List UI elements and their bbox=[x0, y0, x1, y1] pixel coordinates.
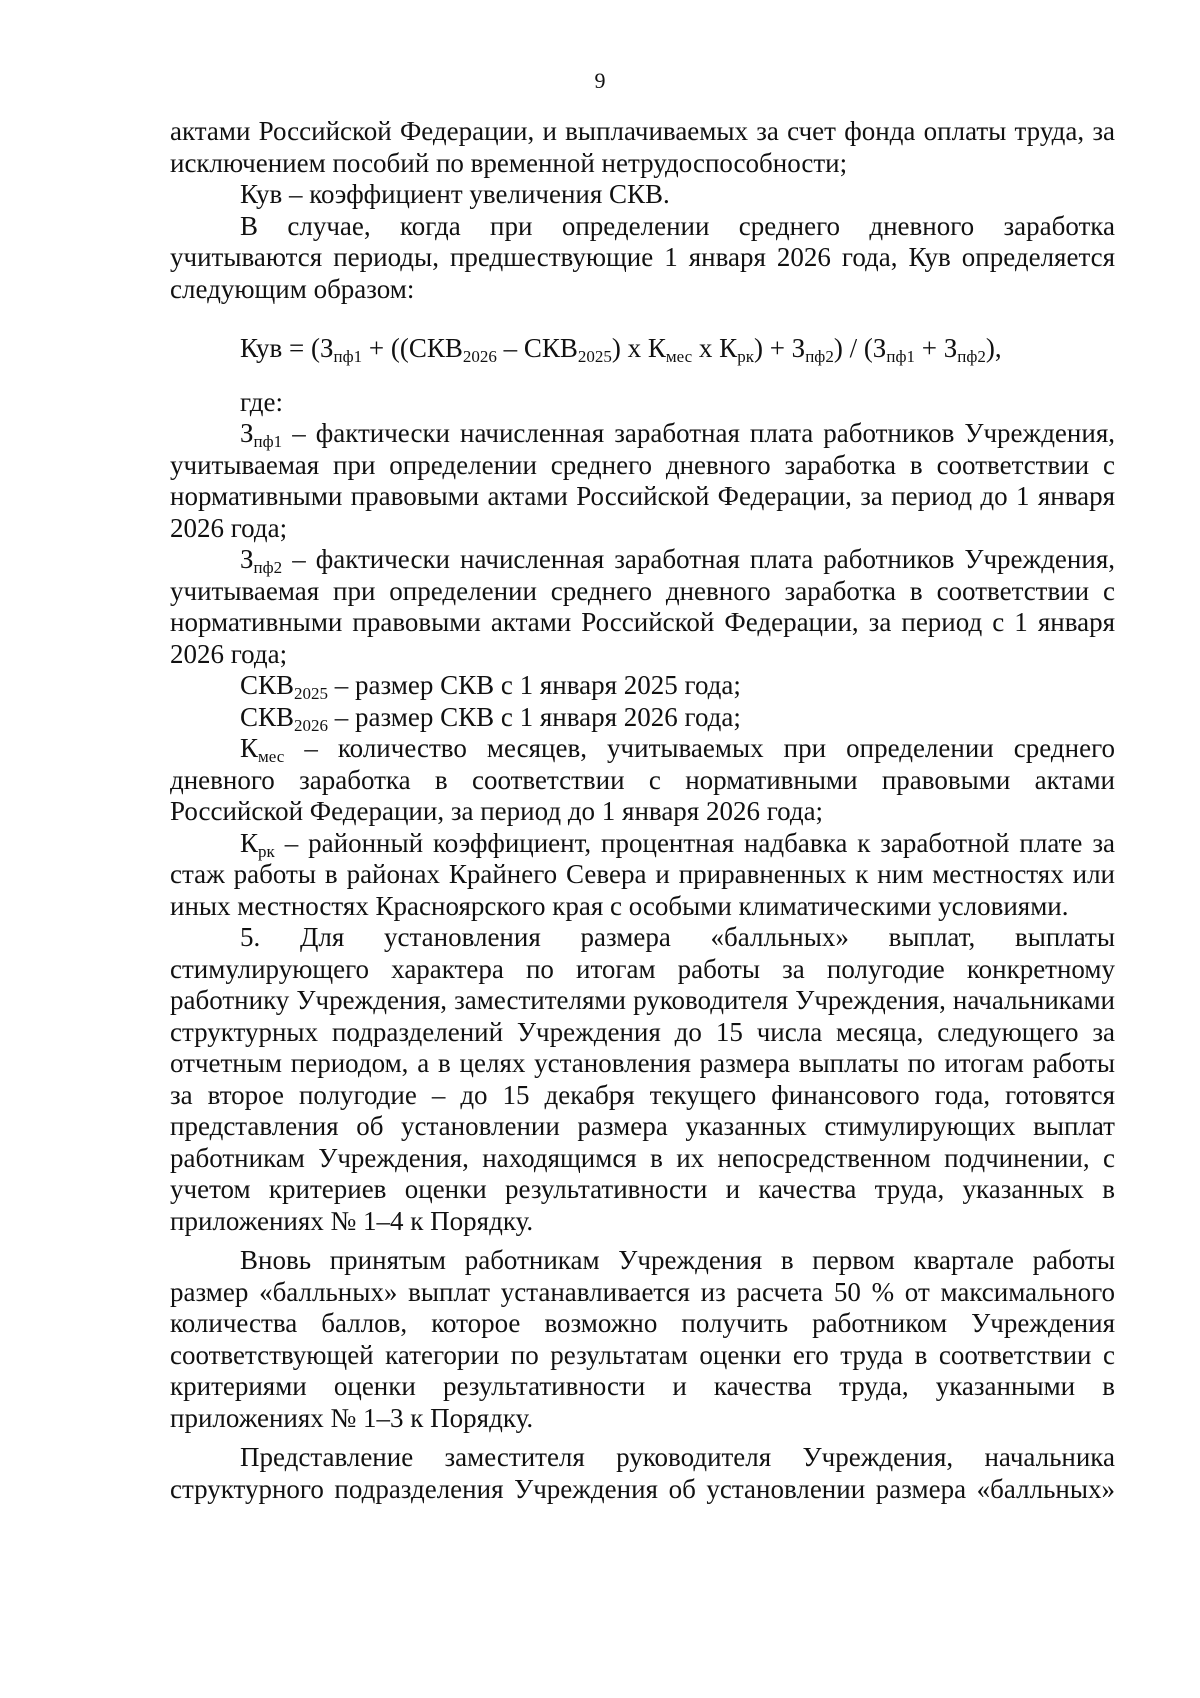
formula-subscript: пф1 bbox=[886, 347, 915, 366]
formula-part: х К bbox=[692, 333, 738, 363]
symbol: З bbox=[240, 544, 254, 574]
definition-z-pf2 bbox=[170, 544, 1115, 670]
symbol-subscript: 2025 bbox=[294, 684, 329, 703]
formula-part: – СКВ bbox=[496, 333, 578, 363]
paragraph-intro: актами Российской Федерации, и выплачиваемых за счет фонда оплаты труда, за исключением пособий по временной нетрудоспособности; bbox=[170, 116, 1115, 178]
formula-subscript: мес bbox=[665, 347, 693, 366]
symbol-subscript: пф1 bbox=[253, 432, 283, 451]
symbol: СКВ bbox=[240, 701, 295, 732]
definition-text: – размер СКВ с 1 января 2025 года; bbox=[328, 670, 741, 700]
formula-part: + З bbox=[914, 333, 958, 363]
paragraph-where: где: bbox=[240, 386, 283, 417]
definition-skv-2026 bbox=[170, 702, 1115, 734]
symbol: СКВ bbox=[240, 670, 295, 700]
formula-part: ) х К bbox=[611, 333, 666, 363]
symbol-subscript: пф2 bbox=[253, 558, 283, 577]
formula-kuv bbox=[170, 333, 1115, 365]
symbol-subscript: 2026 bbox=[294, 715, 329, 735]
definition-text: – фактически начисленная заработная плата работников Учреждения, учитываемая при определении среднего дневного заработка в соответствии с нормативными правовыми актами Российской Федерации, за период до 1 января 2026 года; bbox=[170, 418, 1115, 543]
definition-text: – районный коэффициент, процентная надбавка к заработной плате за стаж работы в районах Крайнего Севера и приравненных к ним местностях или иных местностях Красноярского края с особыми климатическими условиями. bbox=[170, 827, 1115, 921]
formula-part: ) / (З bbox=[833, 333, 887, 363]
paragraph-new-employees: Вновь принятым работникам Учреждения в первом квартале работы размер «балльных» выплат устанавливается из расчета 50 % от максимального количества баллов, которое возможно получить работником Учреждения соответствующей категории по результатам оценки его труда в соответствии с критериями оценки результативности и качества труда, указанными в приложениях № 1–3 к Порядку. bbox=[170, 1245, 1115, 1433]
formula-subscript: пф2 bbox=[957, 347, 986, 366]
paragraph-kuv-definition: Кув – коэффициент увеличения СКВ. bbox=[240, 179, 670, 209]
symbol-subscript: рк bbox=[258, 841, 275, 861]
symbol: К bbox=[240, 733, 259, 763]
formula-subscript: рк bbox=[737, 347, 754, 366]
definition-text: – размер СКВ с 1 января 2026 года; bbox=[328, 701, 741, 732]
formula-subscript: пф1 bbox=[333, 347, 363, 366]
paragraph-item-5: 5. Для установления размера «балльных» выплат, выплаты стимулирующего характера по итогам работы за полугодие конкретному работнику Учреждения, заместителями руководителя Учреждения, начальниками структурных подразделений Учреждения до 15 числа месяца, следующего за отчетным периодом, а в целях установления размера выплаты по итогам работы за второе полугодие – до 15 декабря текущего финансового года, готовятся представления об установлении размера указанных стимулирующих выплат работникам Учреждения, находящимся в их непосредственном подчинении, с учетом критериев оценки результативности и качества труда, указанных в приложениях № 1–4 к Порядку. bbox=[170, 922, 1115, 1236]
formula-subscript: 2026 bbox=[462, 347, 497, 366]
definition-z-pf1 bbox=[170, 418, 1115, 544]
formula-subscript: пф2 bbox=[805, 347, 834, 366]
formula-subscript: 2025 bbox=[577, 347, 612, 366]
definition-text: – количество месяцев, учитываемых при определении среднего дневного заработка в соответствии с нормативными правовыми актами Российской Федерации, за период до 1 января 2026 года; bbox=[170, 733, 1115, 826]
symbol: К bbox=[240, 827, 259, 858]
page-number: 9 bbox=[594, 68, 606, 93]
paragraph-kuv-case: В случае, когда при определении среднего дневного заработка учитываются периоды, предшествующие 1 января 2026 года, Кув определяется следующим образом: bbox=[170, 210, 1115, 304]
document-body bbox=[170, 116, 1115, 1505]
definition-k-rk bbox=[170, 828, 1115, 923]
definition-text: – фактически начисленная заработная плата работников Учреждения, учитываемая при определении среднего дневного заработка в соответствии с нормативными правовыми актами Российской Федерации, за период с 1 января 2026 года; bbox=[170, 544, 1115, 669]
formula-part: ), bbox=[985, 333, 1002, 363]
definition-k-mes bbox=[170, 733, 1115, 828]
definition-skv-2025 bbox=[170, 670, 1115, 702]
formula-part: + ((СКВ bbox=[362, 333, 463, 363]
formula-part: Кув = (З bbox=[240, 333, 334, 363]
symbol: З bbox=[240, 418, 254, 448]
symbol-subscript: мес bbox=[258, 747, 285, 766]
paragraph-representation: Представление заместителя руководителя Учреждения, начальника структурного подразделения Учреждения об установлении размера «балльных» bbox=[170, 1442, 1115, 1504]
formula-part: ) + З bbox=[753, 333, 806, 363]
